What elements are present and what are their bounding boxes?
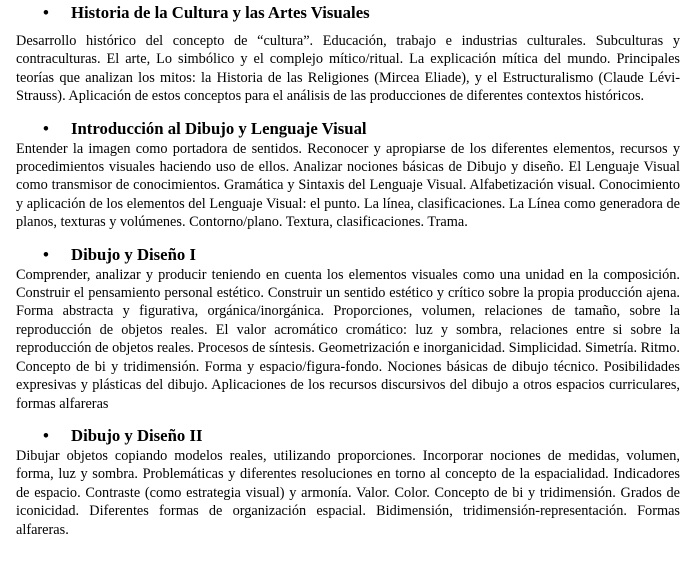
- bullet-icon: •: [43, 425, 49, 445]
- section-body: Entender la imagen como portadora de sentidos. Reconocer y apropiarse de los diferentes elementos, recursos y procedimientos visuales haciendo uso de ellos. Analizar nociones básicas de Dibujo y diseño. El Lenguaje Visual como transmisor de conocimientos. Gramática y Sintaxis del Lenguaje Visual. Alfabetización visual. Conocimiento y aplicación de los elementos del Lenguaje Visual: el punto. La línea, clasificaciones. La Línea como generadora de planos, texturas y volúmenes. Contorno/plano. Textura, clasificaciones. Trama.: [16, 140, 680, 231]
- section-heading: [16, 120, 680, 140]
- bullet-icon: •: [43, 3, 49, 22]
- section-body: Comprender, analizar y producir teniendo en cuenta los elementos visuales como una unidad en la composición. Construir el pensamiento personal estético. Construir un sentido estético y crítico sobre la propia producción ajena. Forma abstracta y figurativa, orgánica/inorgánica. Proporciones, volumen, relaciones de tamaño, sobre la reproducción de objetos reales. El valor acromático cromático: luz y sombra, relaciones entre si sobre la reproducción de objetos reales. Procesos de síntesis. Geometrización e inorganicidad. Simplicidad. Simetría. Ritmo. Concepto de bi y tridimensión. Forma y espacio/figura-fondo. Nociones básicas de dibujo técnico. Posibilidades expresivas y plásticas del dibujo. Aplicaciones de los recursos discursivos del dibujo a otros espacios curriculares, formas alfareras: [16, 266, 680, 412]
- section-heading: [16, 4, 680, 24]
- section-title: Introducción al Dibujo y Lenguaje Visual: [71, 118, 367, 138]
- section-historia-cultura: [16, 4, 680, 106]
- section-dibujo-diseno-2: [16, 427, 680, 539]
- section-introduccion-dibujo: [16, 120, 680, 232]
- section-title: Dibujo y Diseño I: [71, 244, 196, 264]
- section-heading: [16, 246, 680, 266]
- section-body: Desarrollo histórico del concepto de “cultura”. Educación, trabajo e industrias culturales. Subculturas y contraculturas. El arte, Lo simbólico y el complejo mítico/ritual. La explicación mítica del mundo. Principales teorías que analizan los mitos: la Historia de las Religiones (Mircea Eliade), y el Estructuralismo (Claude Lévi-Strauss). Aplicación de estos conceptos para el análisis de las producciones de diferentes contextos históricos.: [16, 33, 680, 105]
- bullet-icon: •: [43, 244, 49, 264]
- section-body: Dibujar objetos copiando modelos reales, utilizando proporciones. Incorporar nociones de medidas, volumen, forma, luz y sombra. Problemáticas y diferentes resoluciones en torno al concepto de la espacialidad. Indicadores de espacio. Contraste (como estrategia visual) y armonía. Valor. Color. Concepto de bi y tridimensión. Grados de iconicidad. Diferentes formas de organización espacial. Bidimensión, tridimensión-representación. Formas alfareras.: [16, 447, 680, 538]
- section-title: Historia de la Cultura y las Artes Visuales: [71, 3, 370, 22]
- section-dibujo-diseno-1: [16, 246, 680, 413]
- bullet-icon: •: [43, 118, 49, 138]
- section-heading: [16, 427, 680, 447]
- section-title: Dibujo y Diseño II: [71, 425, 203, 445]
